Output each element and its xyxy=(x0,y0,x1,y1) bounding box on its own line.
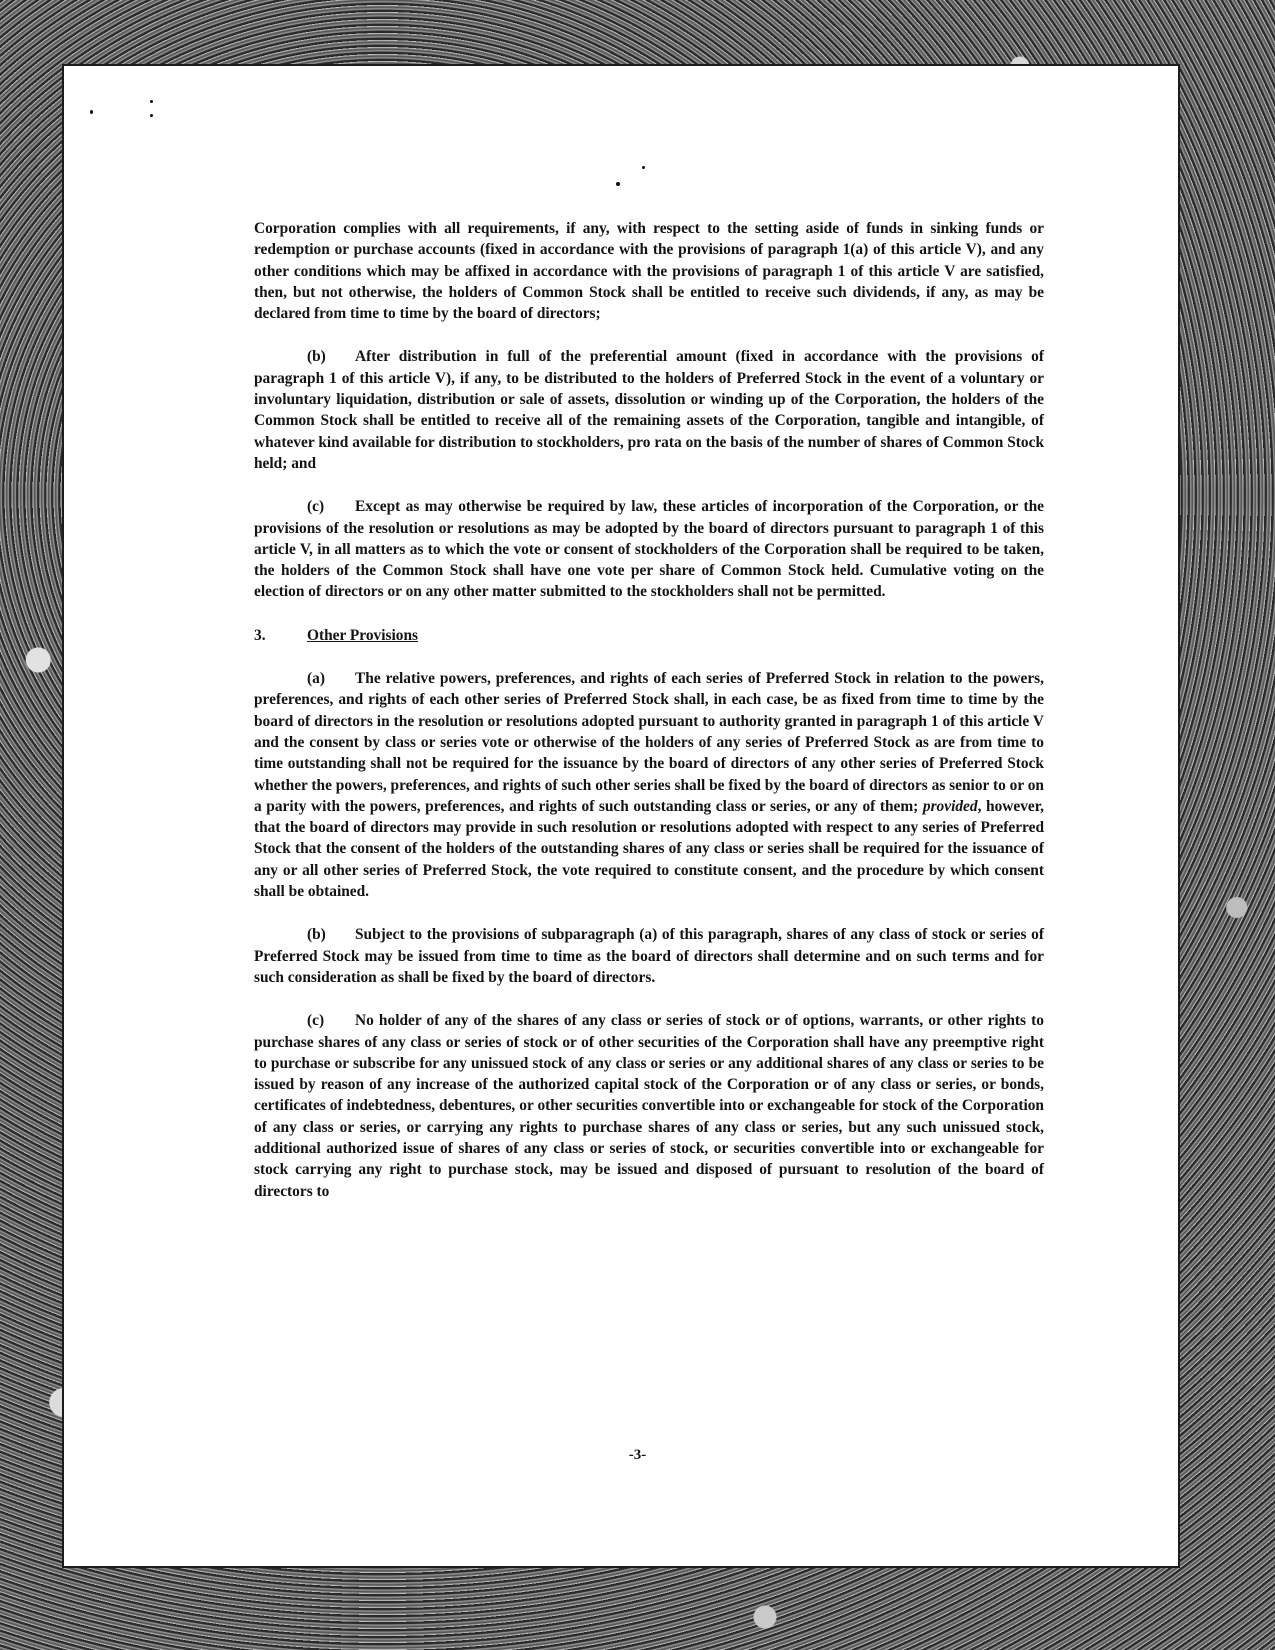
scan-speck xyxy=(616,182,620,186)
paragraph-2b: (b) After distribution in full of the preferential amount (fixed in accordance with the provisions of paragraph 1 of this article V), if any, to be distributed to the holders of Preferred Stock in the event of a voluntary or involuntary liquidation, distribution or sale of assets, dissolution or winding up of the Corporation, the holders of the Common Stock shall be entitled to receive all of the remaining assets of the Corporation, tangible and intangible, of whatever kind available for distribution to stockholders, pro rata on the basis of the number of shares of Common Stock held; and xyxy=(254,348,1044,472)
scan-speck xyxy=(150,100,153,103)
subparagraph-label: (a) xyxy=(307,670,325,688)
section-heading xyxy=(254,625,1044,646)
scan-speck xyxy=(642,166,645,169)
section-number: 3. xyxy=(254,626,266,644)
paragraph-continuation: Corporation complies with all requirements, if any, with respect to the setting aside of funds in sinking funds or redemption or purchase accounts (fixed in accordance with the provisions of paragraph 1(a) of this article V), and any other conditions which may be affixed in accordance with the provisions of paragraph 1 of this article V are satisfied, then, but not otherwise, the holders of Common Stock shall be entitled to receive such dividends, if any, as may be declared from time to time by the board of directors; xyxy=(254,220,1044,323)
scan-speck xyxy=(90,110,93,114)
subparagraph-label: (b) xyxy=(307,348,326,366)
scan-speck xyxy=(150,114,153,117)
emphasis-provided: provided xyxy=(922,797,978,815)
paragraph-3a: (a) The relative powers, preferences, and rights of each series of Preferred Stock in relation to the powers, preferences, and rights of each other series of Preferred Stock shall, in each case, be as fixed from time to time by the board of directors in the resolution or resolutions adopted pursuant to authority granted in paragraph 1 of this article V and the consent by class or series vote or otherwise of the holders of any series of Preferred Stock as are from time to time outstanding shall not be required for the issuance by the board of directors of any other series of Preferred Stock whether the powers, preferences, and rights of such other series shall be fixed by the board of directors as senior to or on a parity with the powers, preferences, and rights of such outstanding class or series, or any of them; provided, however, that the board of directors may provide in such resolution or resolutions adopted with respect to any series of Preferred Stock that the consent of the holders of the outstanding shares of any class or series shall be required for the issuance of any or all other series of Preferred Stock, the vote required to constitute consent, and the procedure by which consent shall be obtained. xyxy=(254,670,1044,901)
subparagraph-label: (c) xyxy=(307,1012,325,1030)
page-number: -3- xyxy=(628,1447,647,1463)
section-title: Other Provisions xyxy=(307,626,419,644)
subparagraph-label: (c) xyxy=(307,498,325,516)
subparagraph-label: (b) xyxy=(307,926,326,944)
paragraph-2c: (c) Except as may otherwise be required by law, these articles of incorporation of the Corporation, or the provisions of the resolution or resolutions as may be adopted by the board of directors pursuant to paragraph 1 of this article V, in all matters as to which the vote or consent of stockholders of the Corporation shall be required to be taken, the holders of the Common Stock shall have one vote per share of Common Stock held. Cumulative voting on the election of directors or on any other matter submitted to the stockholders shall not be permitted. xyxy=(254,498,1044,601)
document-body xyxy=(254,218,1044,1202)
paragraph-3b: (b) Subject to the provisions of subparagraph (a) of this paragraph, shares of any class of stock or series of Preferred Stock may be issued from time to time as the board of directors shall determine and on such terms and for such consideration as shall be fixed by the board of directors. xyxy=(254,926,1044,986)
paragraph-3c: (c) No holder of any of the shares of any class or series of stock or of options, warrants, or other rights to purchase shares of any class or series of stock or of other securities of the Corporation shall have any preemptive right to purchase or subscribe for any unissued stock of any class or series or any additional shares of any class or series to be issued by reason of any increase of the authorized capital stock of the Corporation or of any class or series, or bonds, certificates of indebtedness, debentures, or other securities convertible into or exchangeable for stock of the Corporation of any class or series, or carrying any rights to purchase shares of any class or series, but any such unissued stock, additional authorized issue of shares of any class or series of stock, or securities convertible into or exchangeable for stock carrying any right to purchase stock, may be issued and disposed of pursuant to resolution of the board of directors to xyxy=(254,1012,1044,1200)
